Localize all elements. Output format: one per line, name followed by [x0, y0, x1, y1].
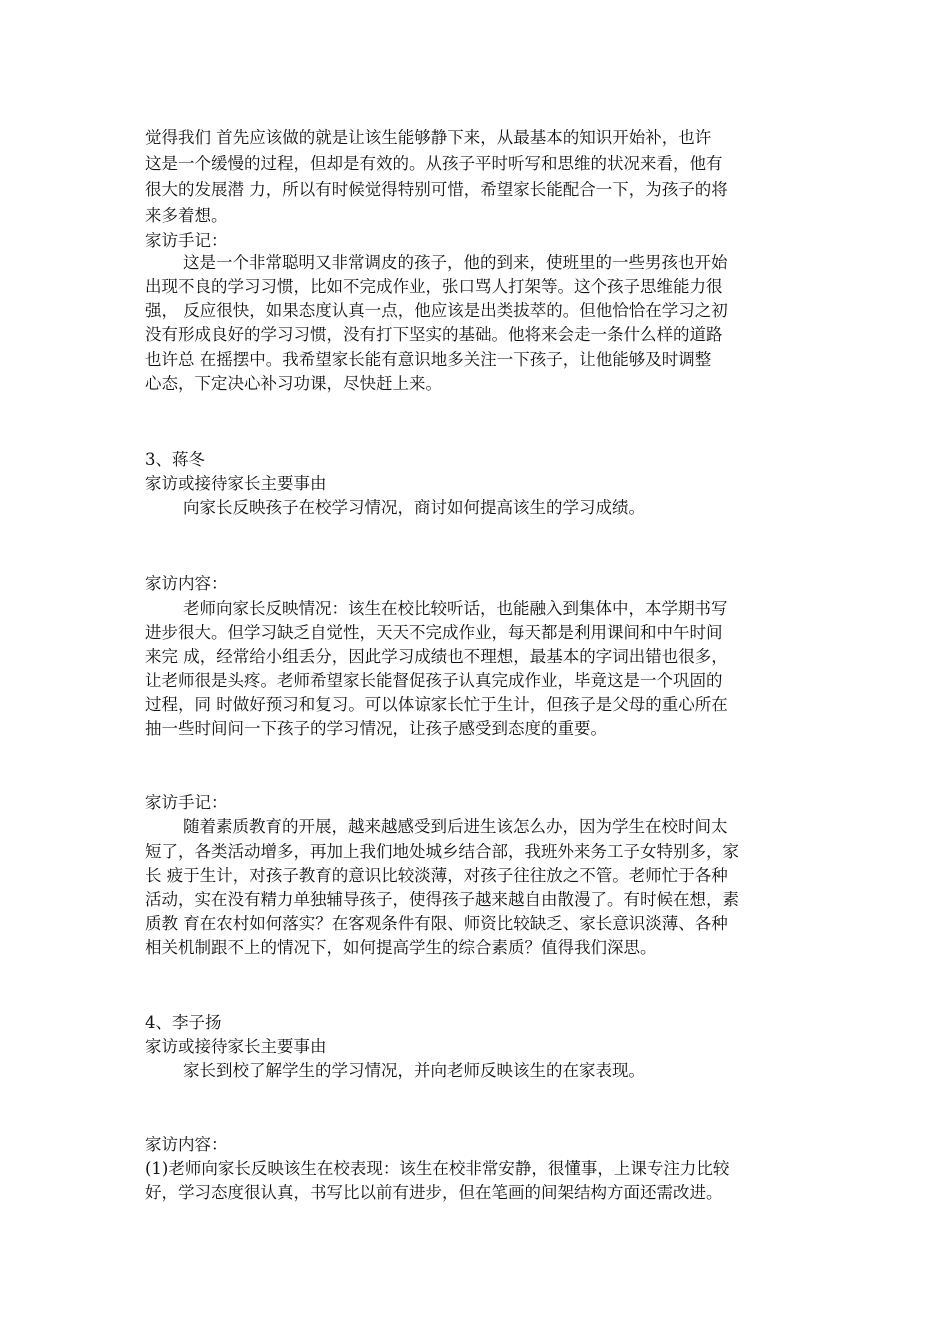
- text-line: 来完 成，经常给小组丢分，因此学习成绩也不理想，最基本的字词出错也很多，: [145, 647, 728, 666]
- text-line: 过程，同 时做好预习和复习。可以体谅家长忙于生计，但孩子是父母的重心所在: [145, 695, 728, 714]
- section-heading: 家访手记：: [145, 793, 228, 812]
- text-line: 质教 育在农村如何落实？在客观条件有限、师资比较缺乏、家长意识淡薄、各种: [145, 914, 728, 933]
- section-heading: 家访内容：: [145, 574, 228, 593]
- text-line: 强， 反应很快，如果态度认真一点，他应该是出类拔萃的。但他恰恰在学习之初: [145, 301, 728, 320]
- text-line: 好，学习态度很认真，书写比以前有进步，但在笔画的间架结构方面还需改进。: [145, 1183, 723, 1202]
- text-line: 向家长反映孩子在校学习情况，商讨如何提高该生的学习成绩。: [183, 498, 645, 517]
- text-line: 让老师很是头疼。老师希望家长能督促孩子认真完成作业，毕竟这是一个巩固的: [145, 671, 723, 690]
- text-line: 短了，各类活动增多，再加上我们地处城乡结合部，我班外来务工子女特别多，家: [145, 842, 739, 861]
- section-heading: 家访手记：: [145, 231, 228, 250]
- text-line: 家长到校了解学生的学习情况，并向老师反映该生的在家表现。: [183, 1061, 645, 1080]
- text-line: 很大的发展潜 力，所以有时候觉得特别可惜，希望家长能配合一下，为孩子的将: [145, 180, 728, 199]
- text-line: 这是一个缓慢的过程，但却是有效的。从孩子平时听写和思维的状况来看，他有: [145, 154, 723, 173]
- text-line: 进步很大。但学习缺乏自觉性，天天不完成作业，每天都是利用课间和中午时间: [145, 623, 723, 642]
- text-line: 心态，下定决心补习功课，尽快赶上来。: [145, 374, 442, 393]
- text-line: 随着素质教育的开展，越来越感受到后进生该怎么办，因为学生在校时间太: [183, 817, 728, 836]
- text-line: 活动，实在没有精力单独辅导孩子，使得孩子越来越自由散漫了。有时候在想，素: [145, 890, 739, 909]
- text-line: 老师向家长反映情况：该生在校比较听话，也能融入到集体中，本学期书写: [183, 599, 728, 618]
- text-line: 出现不良的学习习惯，比如不完成作业，张口骂人打架等。这个孩子思维能力很: [145, 277, 723, 296]
- text-line: 抽一些时间问一下孩子的学习情况，让孩子感受到态度的重要。: [145, 719, 607, 738]
- text-line: 来多着想。: [145, 206, 228, 225]
- section-heading: 家访或接待家长主要事由: [145, 474, 327, 493]
- text-line: (1)老师向家长反映该生在校表现：该生在校非常安静，很懂事，上课专注力比较: [145, 1159, 730, 1178]
- text-line: 觉得我们 首先应该做的就是让该生能够静下来，从最基本的知识开始补，也许: [145, 128, 712, 147]
- text-line: 这是一个非常聪明又非常调皮的孩子，他的到来，使班里的一些男孩也开始: [183, 253, 728, 272]
- text-line: 没有形成良好的学习习惯，没有打下坚实的基础。他将来会走一条什么样的道路: [145, 325, 723, 344]
- text-line: 长 疲于生计，对孩子教育的意识比较淡薄，对孩子往往放之不管。老师忙于各种: [145, 866, 728, 885]
- section-heading: 家访内容：: [145, 1135, 228, 1154]
- text-line: 也许总 在摇摆中。我希望家长能有意识地多关注一下孩子，让他能够及时调整: [145, 350, 712, 369]
- section-heading: 家访或接待家长主要事由: [145, 1037, 327, 1056]
- student-heading: 4、李子扬: [145, 1013, 222, 1032]
- text-line: 相关机制跟不上的情况下，如何提高学生的综合素质？值得我们深思。: [145, 938, 657, 957]
- student-heading: 3、蒋冬: [145, 450, 205, 469]
